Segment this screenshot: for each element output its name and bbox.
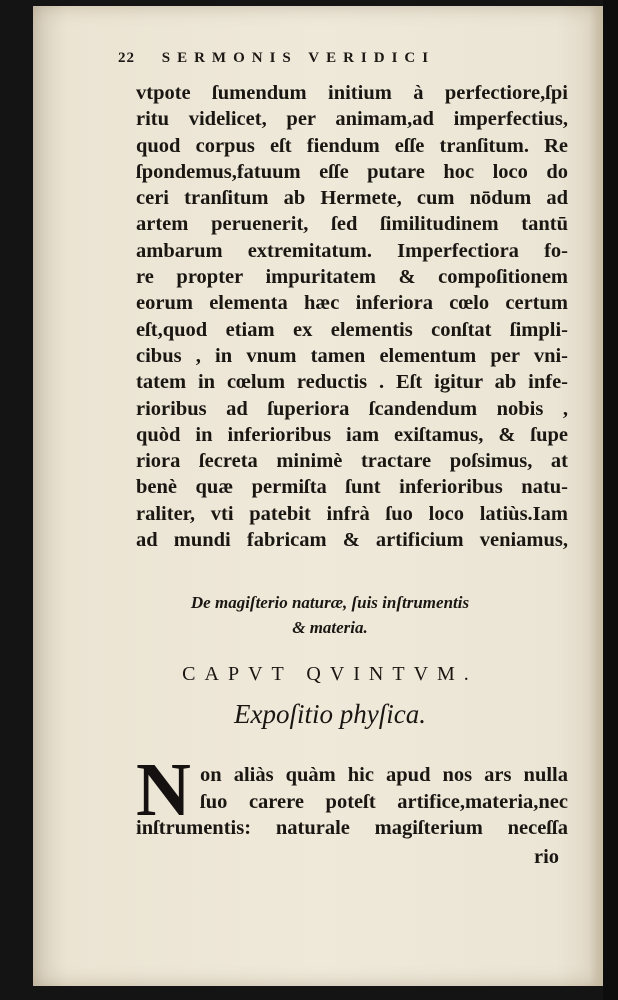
paragraph-1 — [136, 80, 568, 553]
text-line: ritu videlicet, per animam,ad imperfectius, — [136, 108, 568, 131]
text-line: inſtrumentis: naturale magiſterium neceſſa — [136, 817, 568, 839]
text-line: ceri tranſitum ab Hermete, cum nōdum ad — [136, 187, 568, 210]
text-line: quòd in inferioribus iam exiſtamus, & ſupe — [136, 423, 568, 446]
running-head — [118, 50, 518, 67]
text-line: quod corpus eſt fiendum eſſe tranſitum. Re — [136, 134, 568, 157]
text-line: eorum elementa hæc inferiora cœlo certum — [136, 292, 568, 315]
text-line: cibus , in vnum tamen elementum per vni- — [136, 344, 568, 367]
text-line: rioribus ad ſuperiora ſcandendum nobis , — [136, 397, 568, 420]
drop-cap: N — [136, 748, 191, 832]
subtitle-line: & materia. — [292, 618, 368, 637]
text-line: raliter, vti patebit infrà ſuo loco latiùs.Iam — [136, 502, 568, 525]
text-line: ſuo carere poteſt artifice,materia,nec — [200, 790, 568, 813]
section-subtitle — [130, 590, 530, 640]
paragraph-2-indented — [200, 762, 568, 815]
folio-number: 22 — [118, 50, 135, 66]
chapter-heading: CAPVT QVINTVM. — [182, 663, 478, 685]
text-line: ad mundi fabricam & artificium veniamus, — [136, 529, 568, 552]
text-line: on aliàs quàm hic apud nos ars nulla — [200, 764, 568, 786]
text-line: vtpote ſumendum initium à perfectiore,ſpi — [136, 82, 568, 104]
text-line: tatem in cœlum reductis . Eſt igitur ab infe- — [136, 371, 568, 394]
subtitle-line: De magiſterio naturæ, ſuis inſtrumentis — [190, 593, 470, 612]
running-title: SERMONIS VERIDICI — [161, 50, 436, 66]
chapter-title: Expoſitio phyſica. — [234, 699, 426, 729]
page-edge-shadow — [589, 6, 603, 986]
text-line: artem peruenerit, ſed ſimilitudinem tantū — [136, 213, 568, 236]
text-line: ambarum extremitatum. Imperfectiora fo- — [136, 239, 568, 262]
text-line: eſt,quod etiam ex elementis conſtat ſimpli- — [136, 318, 568, 341]
scan-border — [603, 0, 618, 1000]
text-line: re propter impuritatem & compoſitionem — [136, 266, 568, 289]
text-line: ſpondemus,fatuum eſſe putare hoc loco do — [136, 160, 568, 183]
catchword: rio — [534, 846, 560, 868]
text-line: benè quæ permiſta ſunt inferioribus natu- — [136, 476, 568, 499]
text-line: riora ſecreta minimè tractare poſsimus, at — [136, 450, 568, 473]
